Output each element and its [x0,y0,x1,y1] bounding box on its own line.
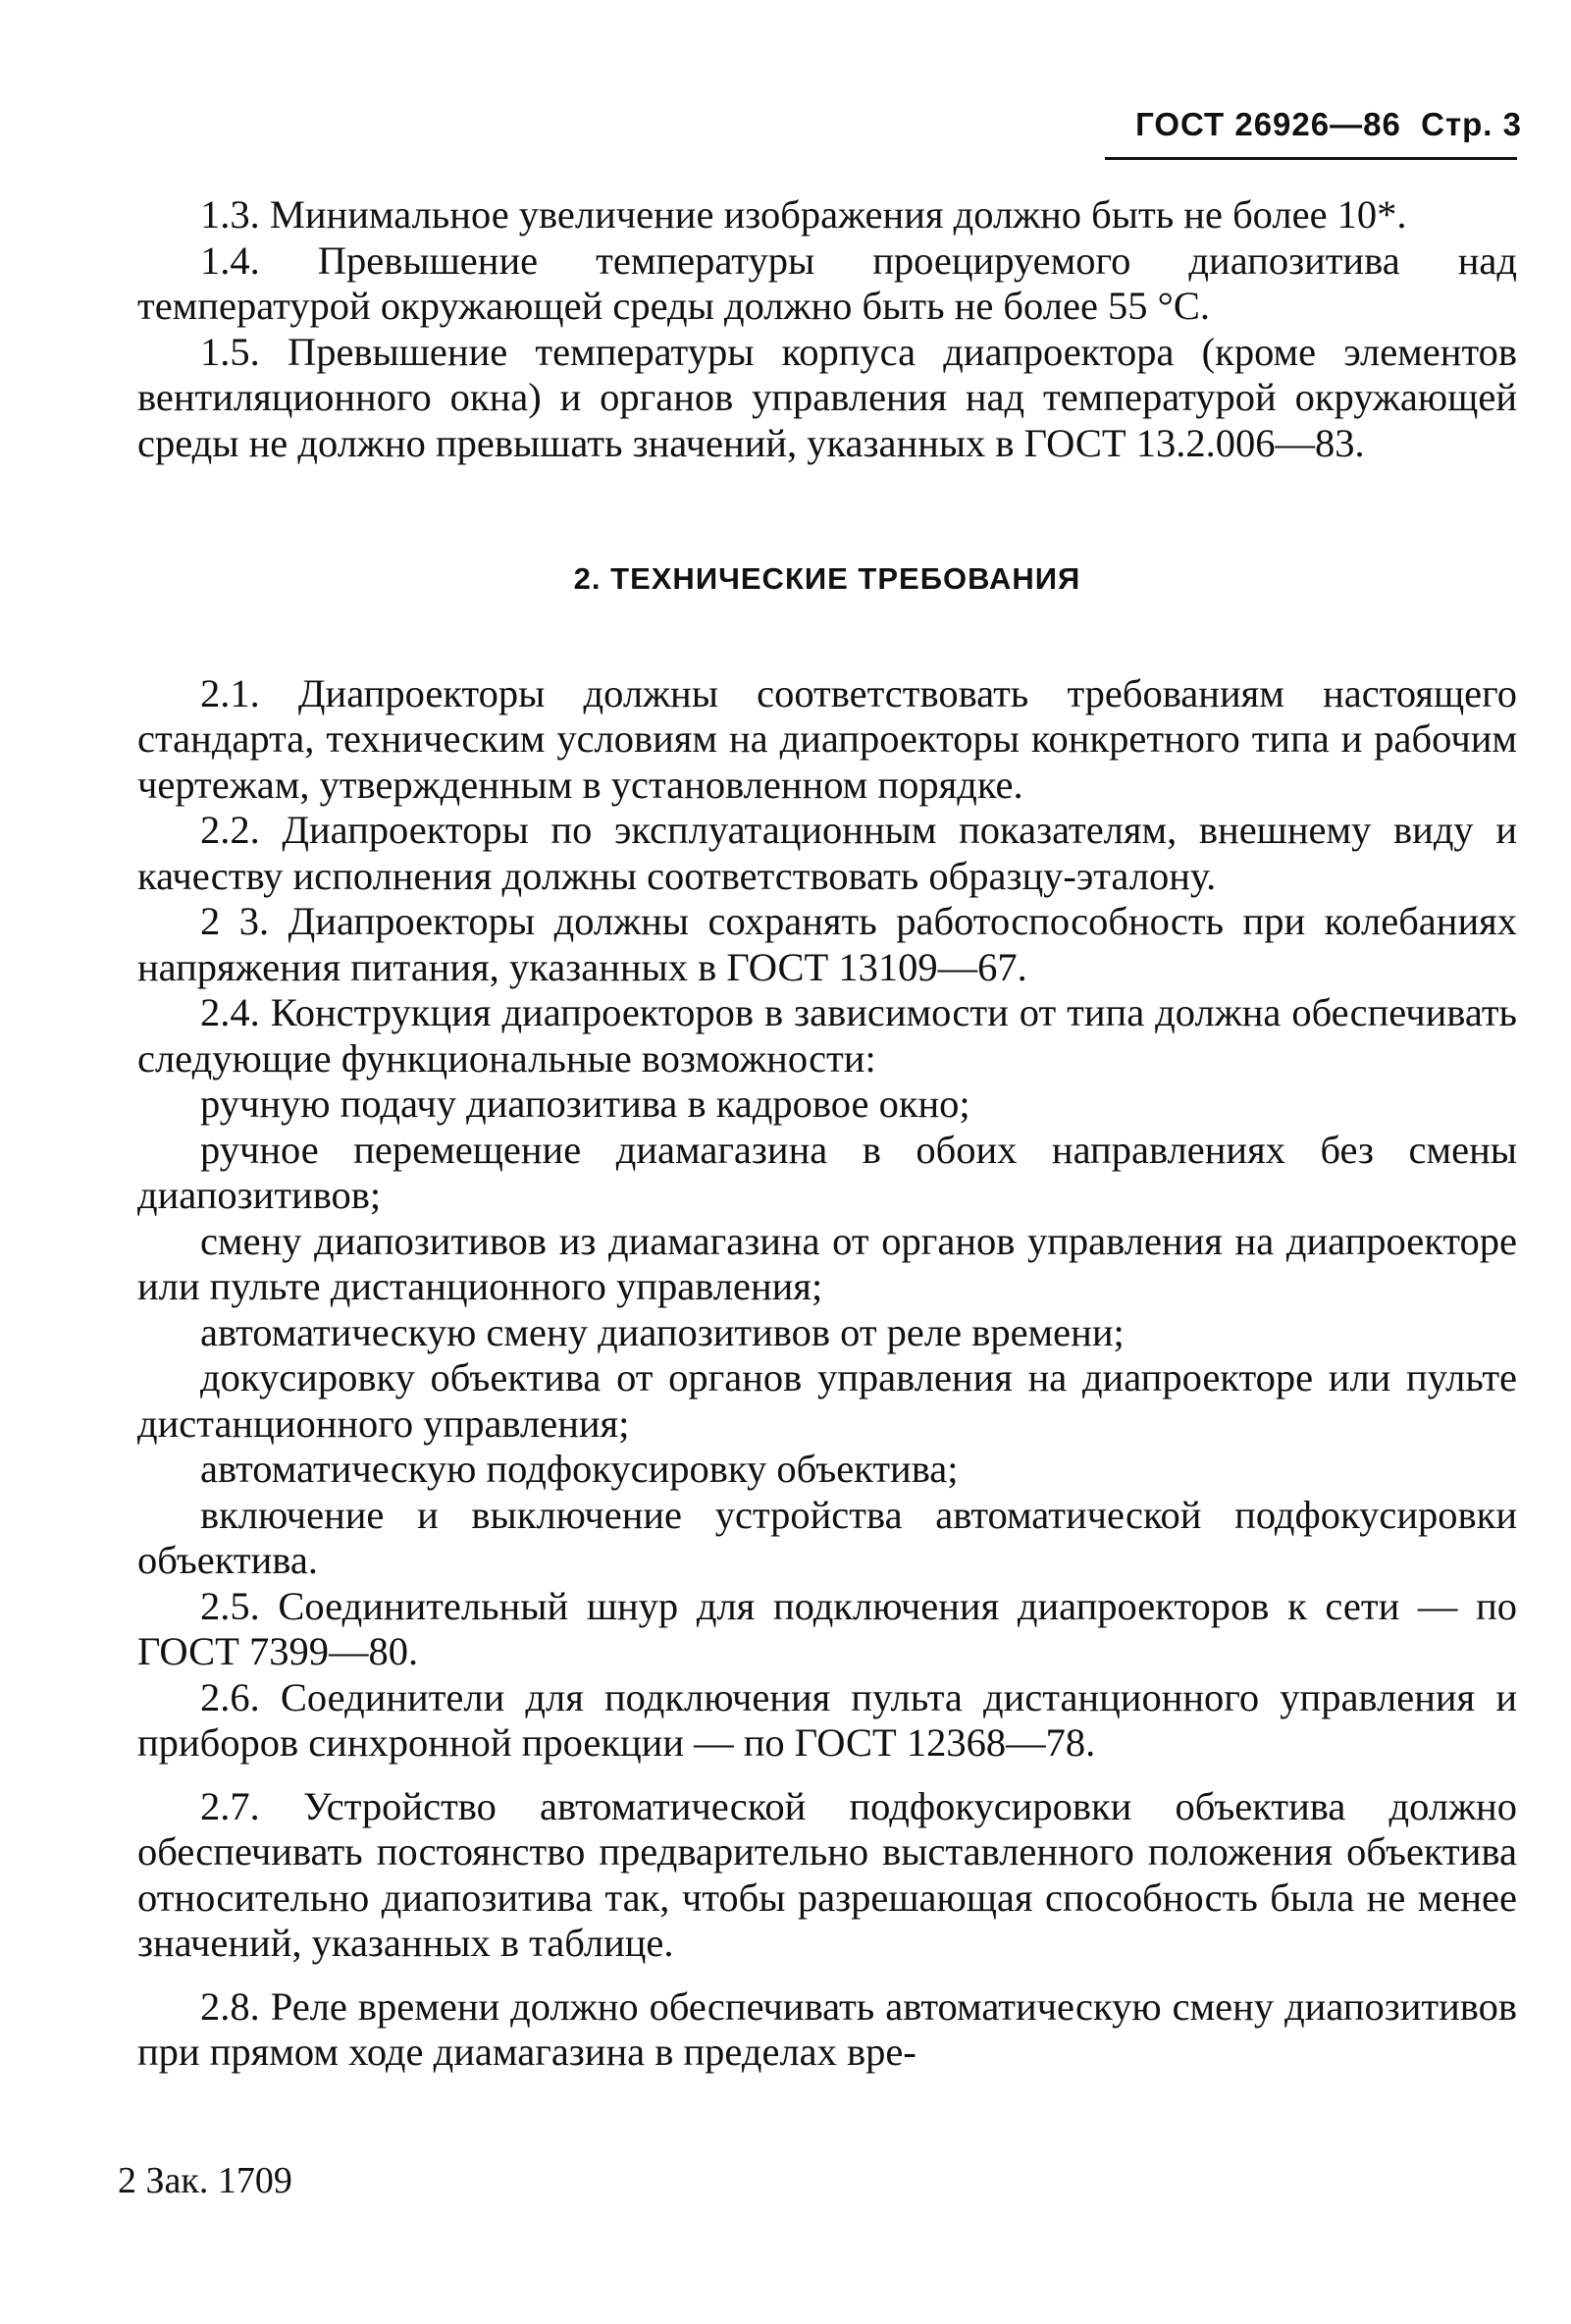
list-item: автоматическую подфокусировку объектива; [200,1447,959,1491]
section-2-title: 2. ТЕХНИЧЕСКИЕ ТРЕБОВАНИЯ [573,561,1081,596]
paragraph-2-7: 2.7. Устройство автоматической подфокусировки объектива должно обеспечивать постоянство предварительно выставленного положения объектива относительно диапозитива так, чтобы разрешающая способность была не менее значений, указанных в таблице. [137,1783,1517,1965]
paragraph-2-6: 2.6. Соединители для подключения пульта дистанционного управления и приборов синхронной проекции — по ГОСТ 12368—78. [137,1674,1517,1765]
list-item: ручное перемещение диамагазина в обоих направлениях без смены диапозитивов; [137,1127,1517,1217]
paragraph-2-8: 2.8. Реле времени должно обеспечивать автоматическую смену диапозитивов при прямом ходе диамагазина в пределах вре- [137,1983,1517,2074]
list-item: смену диапозитивов из диамагазина от органов управления на диапроекторе или пульте дистанционного управления; [137,1218,1517,1308]
list-item: включение и выключение устройства автоматической подфокусировки объектива. [137,1492,1517,1582]
list-item: автоматическую смену диапозитивов от реле времени; [200,1309,1125,1354]
list-item: ручную подачу диапозитива в кадровое окно; [200,1082,970,1126]
paragraph-1-4: 1.4. Превышение температуры проецируемого диапозитива над температурой окружающей среды должно быть не более 55 °С. [137,238,1517,328]
paragraph-1-3: 1.3. Минимальное увеличение изображения должно быть не более 10*. [200,192,1407,237]
paragraph-2-2: 2.2. Диапроекторы по эксплуатационным показателям, внешнему виду и качеству исполнения должны соответствовать образцу-эталону. [137,808,1517,898]
paragraph-1-5: 1.5. Превышение температуры корпуса диапроектора (кроме элементов вентиляционного окна) и органов управления над температурой окружающей среды не должно превышать значений, указанных в ГОСТ 13.2.006—83. [137,329,1517,465]
page-footer: 2 Зак. 1709 [118,2160,292,2201]
paragraph-2-3: 2 3. Диапроекторы должны сохранять работоспособность при колебаниях напряжения питания, указанных в ГОСТ 13109—67. [137,899,1517,989]
paragraph-2-1: 2.1. Диапроекторы должны соответствовать требованиям настоящего стандарта, техническим условиям на диапроекторы конкретного типа и рабочим чертежам, утвержденным в установленном порядке. [137,670,1517,807]
paragraph-2-4: 2.4. Конструкция диапроекторов в зависимости от типа должна обеспечивать следующие функциональные возможности: [137,990,1517,1081]
page-header: ГОСТ 26926—86 Стр. 3 [1135,106,1522,142]
paragraph-gap [137,1967,1517,1984]
paragraph-2-5: 2.5. Соединительный шнур для подключения диапроекторов к сети — по ГОСТ 7399—80. [137,1583,1517,1673]
header-rule [1105,157,1517,160]
paragraph-gap [137,1767,1517,1784]
page-content [137,192,1517,2076]
list-item: докусировку объектива от органов управления на диапроекторе или пульте дистанционного управления; [137,1355,1517,1446]
